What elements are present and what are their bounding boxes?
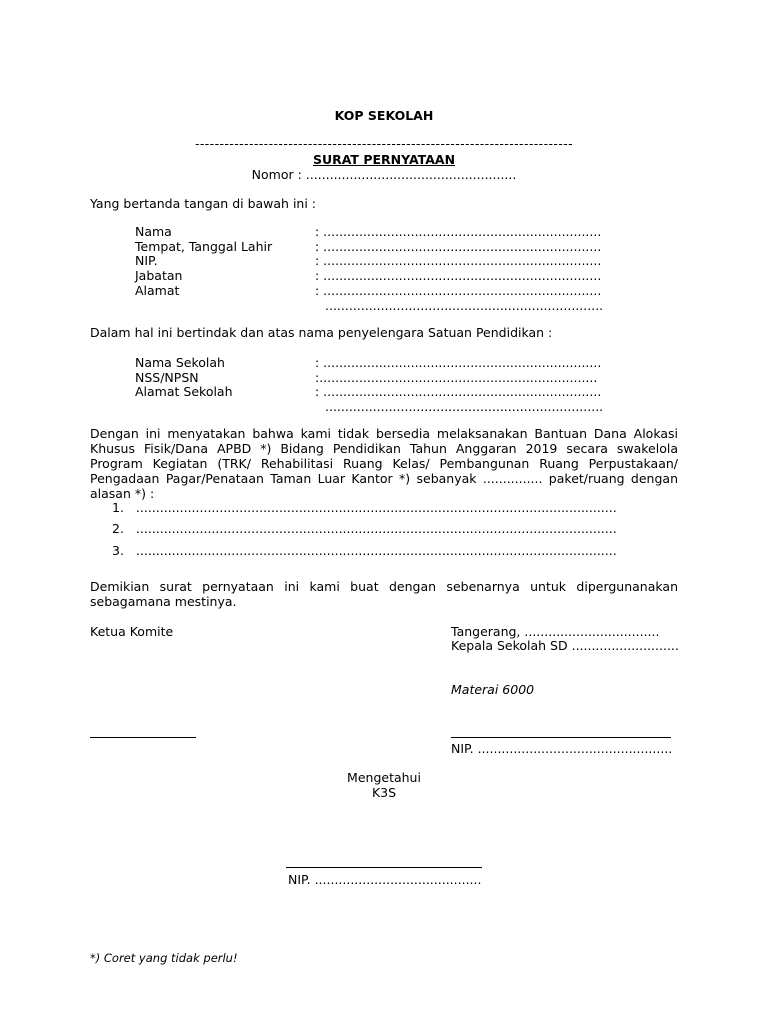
field-label: Tempat, Tanggal Lahir: [135, 239, 273, 254]
field-label: Alamat Sekolah: [135, 384, 233, 399]
list-text: .........................................................................................................................: [135, 543, 617, 558]
field-label: NIP.: [135, 253, 158, 268]
school-fields: [135, 355, 695, 417]
person-fields: [135, 224, 695, 316]
field-label: Nama: [135, 224, 172, 239]
list-number: 2.: [112, 521, 124, 536]
reasons-list: [112, 500, 617, 562]
field-label: Jabatan: [135, 268, 183, 283]
k3s-nip: NIP. ..........................................: [288, 872, 482, 887]
kop-sekolah: KOP SEKOLAH: [334, 108, 434, 123]
field-value: : ......................................................................: [315, 239, 602, 254]
list-item: [112, 521, 617, 536]
field-value: : ......................................................................: [315, 224, 602, 239]
place-date: Tangerang, ..................................: [451, 624, 660, 639]
list-number: 3.: [112, 543, 124, 558]
on-behalf-text: Dalam hal ini bertindak dan atas nama penyelengara Satuan Pendidikan :: [90, 325, 553, 340]
k3s-text: K3S: [371, 785, 397, 800]
k3s-signature-line: [286, 867, 482, 868]
field-label: Nama Sekolah: [135, 355, 225, 370]
field-label: NSS/NPSN: [135, 370, 199, 385]
committee-signature-line: [90, 737, 196, 738]
field-value: : ......................................................................: [315, 283, 602, 298]
field-value: : ......................................................................: [315, 384, 602, 399]
closing-paragraph: Demikian surat pernyataan ini kami buat dengan sebenarnya untuk dipergunanakan sebagamana mestinya.: [90, 579, 678, 609]
principal-nip: NIP. .................................................: [451, 741, 673, 756]
statement-paragraph: Dengan ini menyatakan bahwa kami tidak bersedia melaksanakan Bantuan Dana Alokasi Khusus Fisik/Dana APBD *) Bidang Pendidikan Tahun Anggaran 2019 secara swakelola Program Kegiatan (TRK/ Rehabilitasi Ruang Kelas/ Pembangunan Ruang Perpustakaan/ Pengadaan Pagar/Penataan Taman Luar Kantor *) sebanyak ............... paket/ruang dengan alasan *) :: [90, 426, 678, 501]
committee-chair-title: Ketua Komite: [90, 624, 174, 639]
list-item: [112, 543, 617, 558]
mengetahui-text: Mengetahui: [347, 770, 421, 785]
materai-text: Materai 6000: [451, 682, 535, 697]
field-value: :......................................................................: [315, 370, 598, 385]
field-value: : ......................................................................: [315, 355, 602, 370]
document-title: SURAT PERNYATAAN: [312, 152, 456, 167]
intro-text: Yang bertanda tangan di bawah ini :: [90, 196, 317, 211]
header-divider: -----------------------------------------------------------------------------: [194, 136, 574, 151]
field-value: ......................................................................: [325, 298, 604, 313]
list-text: .........................................................................................................................: [135, 521, 617, 536]
field-value: ......................................................................: [325, 399, 604, 414]
document-number: Nomor : .....................................................: [251, 167, 517, 182]
footnote: *) Coret yang tidak perlu!: [90, 951, 238, 965]
list-text: .........................................................................................................................: [135, 500, 617, 515]
list-number: 1.: [112, 500, 124, 515]
field-value: : ......................................................................: [315, 253, 602, 268]
principal-signature-line: [451, 737, 671, 738]
field-value: : ......................................................................: [315, 268, 602, 283]
principal-title: Kepala Sekolah SD ...........................: [451, 638, 679, 653]
list-item: [112, 500, 617, 515]
field-label: Alamat: [135, 283, 180, 298]
